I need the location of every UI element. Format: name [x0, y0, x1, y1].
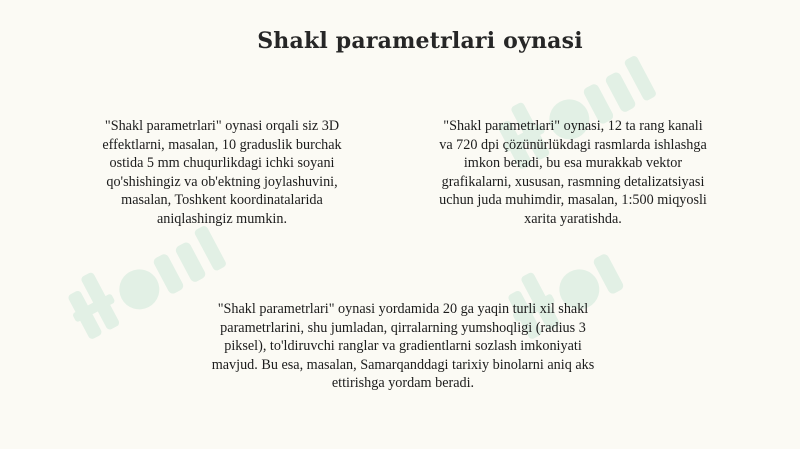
paragraph-left: "Shakl parametrlari" oynasi orqali siz 3D effektlarni, masalan, 10 graduslik burchak ostida 5 mm chuqurlikdagi ichki soyani qo'shishingiz va ob'ektning joylashuvini, masalan, Toshkent koordinatalarida aniqlashingiz mumkin. [102, 118, 342, 227]
paragraph-right: "Shakl parametrlari" oynasi, 12 ta rang kanali va 720 dpi çözünürlükdagi rasmlarda ishlashga imkon beradi, bu esa murakkab vektor grafikalarni, xususan, rasmning detalizatsiyasi uchun juda muhimdir, masalan, 1:500 miqyosli xarita yaratishda. [439, 118, 707, 227]
slide-title: Shakl parametrlari oynasi [257, 28, 583, 54]
paragraph-bottom: "Shakl parametrlari" oynasi yordamida 20 ga yaqin turli xil shakl parametrlarini, shu jumladan, qirralarning yumshoqligi (radius 3 piksel), to'ldiruvchi ranglar va gradientlarni sozlash imkoniyati mavjud. Bu esa, masalan, Samarqanddagi tarixiy binolarni aniq aks ettirishga yordam beradi. [211, 301, 595, 392]
